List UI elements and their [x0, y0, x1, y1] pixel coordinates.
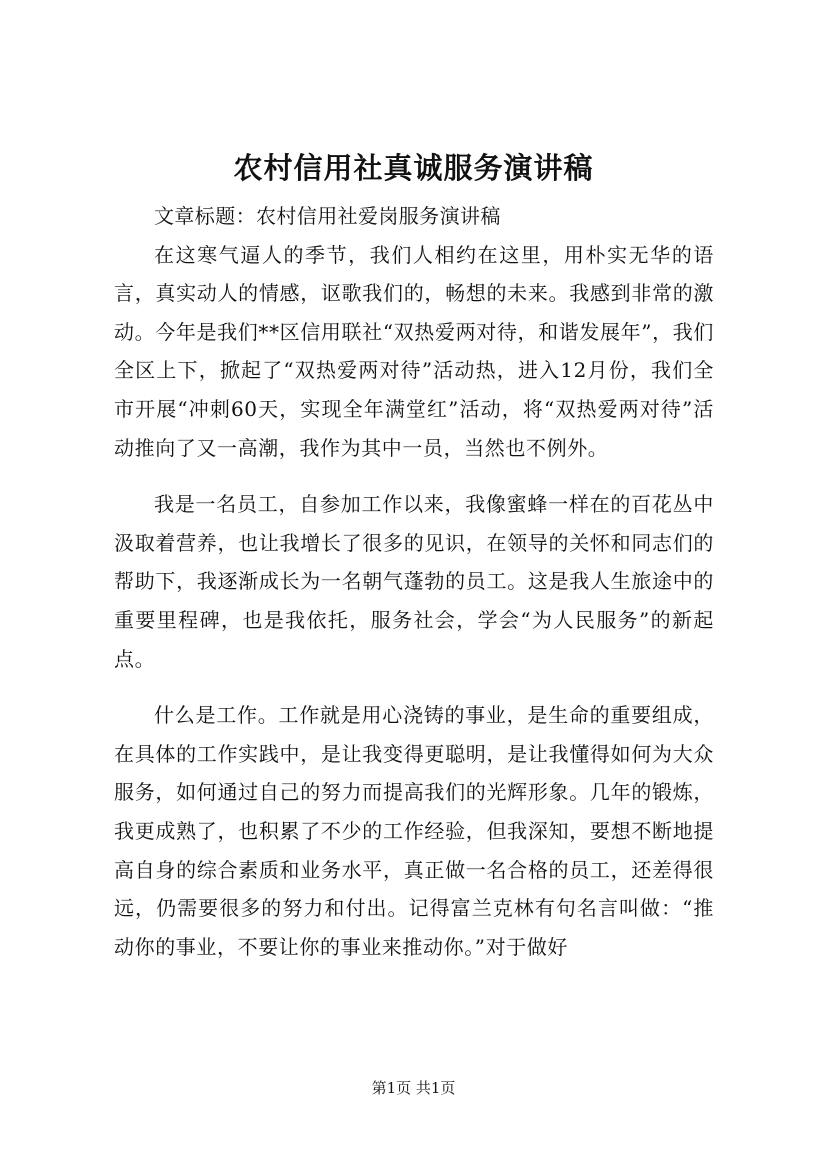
document-title: 农村信用社真诚服务演讲稿 [233, 151, 594, 185]
document-body [114, 197, 714, 966]
paragraph-2: 我是一名员工，自参加工作以来，我像蜜蜂一样在的百花丛中汲取着营养，也让我增长了很多的见识，在领导的关怀和同志们的帮助下，我逐渐成长为一名朝气蓬勃的员工。这是我人生旅途中的重要里程碑，也是我依托，服务社会，学会“为人民服务”的新起点。 [114, 492, 714, 671]
page-footer: 第1页 共1页 [371, 1079, 456, 1097]
article-subtitle: 文章标题：农村信用社爱岗服务演讲稿 [154, 204, 501, 228]
paragraph-1: 在这寒气逼人的季节，我们人相约在这里，用朴实无华的语言，真实动人的情感，讴歌我们的，畅想的未来。我感到非常的激动。今年是我们**区信用联社“双热爱两对待，和谐发展年”，我们全区上下，掀起了“双热爱两对待”活动热，进入12月份，我们全市开展“冲刺60天，实现全年满堂红”活动，将“双热爱两对待”活动推向了又一高潮，我作为其中一员，当然也不例外。 [114, 242, 714, 460]
paragraph-3: 什么是工作。工作就是用心浇铸的事业，是生命的重要组成，在具体的工作实践中，是让我变得更聪明，是让我懂得如何为大众服务，如何通过自己的努力而提高我们的光辉形象。几年的锻炼，我更成熟了，也积累了不少的工作经验，但我深知，要想不断地提高自身的综合素质和业务水平，真正做一名合格的员工，还差得很远，仍需要很多的努力和付出。记得富兰克林有句名言叫做：“推动你的事业，不要让你的事业来推动你。”对于做好 [114, 703, 714, 959]
